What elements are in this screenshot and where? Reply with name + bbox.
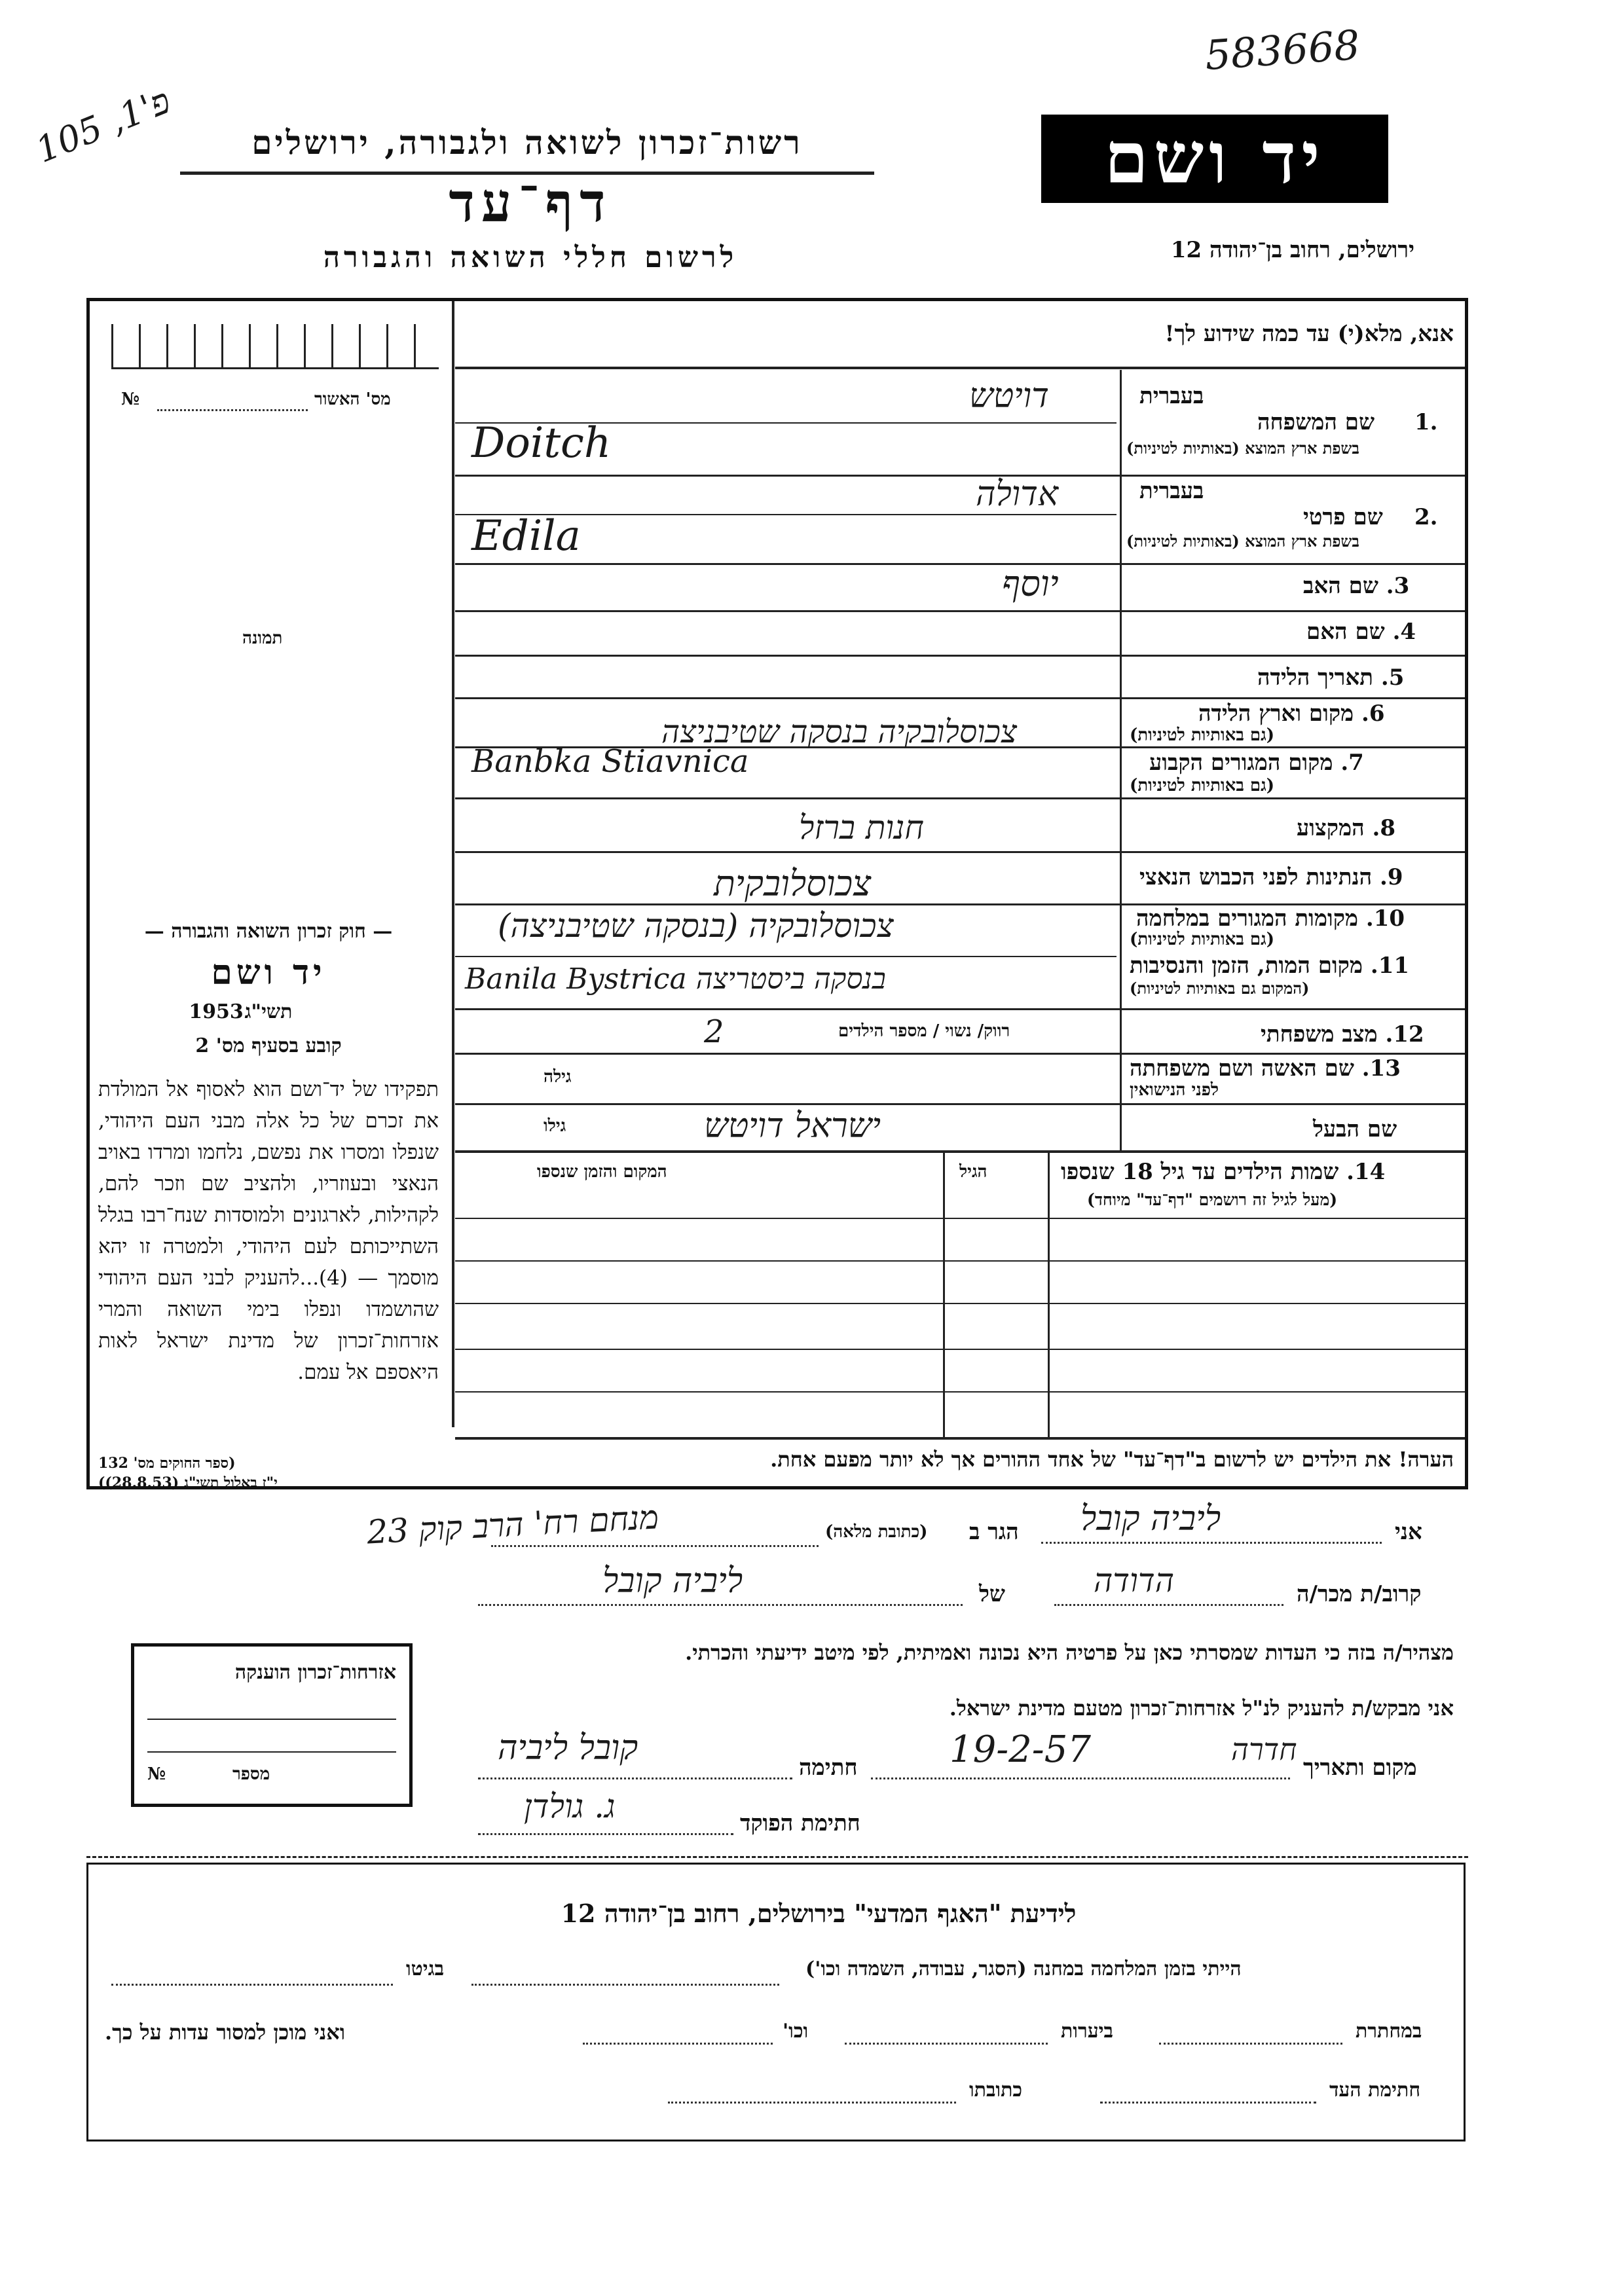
decl-statement: מצהיר/ה בזה כי העדות שמסרתי כאן על פרטיה היא נכונה ואמיתית, לפי מיטב ידיעתי והכרתי. [685, 1640, 1454, 1665]
decl-place: חדרה [1231, 1732, 1297, 1767]
decl-i: אני [1395, 1519, 1422, 1545]
footer-witness-signature: חתימת העד [1329, 2079, 1421, 2102]
footer-camp-label: הייתי בזמן המלחמה במחנה (הסגר, עבודה, השמדה וכו') [805, 1958, 1242, 1980]
law-reference: (ספר החוקים מס' 132 [98, 1455, 236, 1472]
children-note: הערה! את הילדים יש לרשום ב"דף־עד" של אחד ההורים אך לא יותר מפעם אחת. [770, 1447, 1454, 1472]
label-profession: 8. המקצוע [1297, 815, 1396, 841]
decl-full-address: (כתובת מלאה) [825, 1522, 928, 1542]
decl-relation: הדודה [1094, 1561, 1174, 1599]
decl-address: מנחם רח' הרב קוק 23 [365, 1498, 660, 1552]
label-surname: שם המשפחה [1257, 409, 1375, 435]
value-wartime-residence: צכוסלובקיה (בנסקה שטיבניצה) [498, 907, 894, 945]
decl-signature-label: חתימה [799, 1755, 858, 1781]
label-death-sub: (המקום גם באותיות לטיניות) [1130, 979, 1310, 998]
label-children-sub: (מעל לגיל זה רושמים "דף־עד" מיוחד) [1087, 1190, 1338, 1209]
label-wife-sub: לפני הנישואין [1130, 1080, 1219, 1100]
label-father: 3. שם האב [1303, 573, 1410, 599]
footer-underground: במחתרת [1356, 2020, 1422, 2043]
decl-declarant: ליביה קובל [1080, 1499, 1221, 1539]
label-age-wife: גילה [544, 1067, 572, 1087]
label-children: 14. שמות הילדים עד גיל 18 שנספו [1061, 1159, 1386, 1185]
value-husband: ישראל דויטש [704, 1106, 881, 1146]
footer-testimony: ואני מוכן למסור עדות על כך. [105, 2020, 346, 2045]
certificate-number-sign: № [147, 1764, 166, 1784]
cert-number-sign: № [121, 390, 140, 409]
decl-request: אני מבקש/ת להעניק לנ"ל אזרחות־זכרון מטעם מדינת ישראל. [949, 1696, 1454, 1721]
value-profession: חנות ברזל [799, 809, 925, 847]
decl-signature: קובל ליביה [498, 1728, 638, 1768]
label-marital: 12. מצב משפחתי [1261, 1021, 1424, 1048]
label-given-num: 2. [1414, 504, 1438, 530]
footer-etc: וכו' [783, 2020, 809, 2043]
header-address: ירושלים, רחוב בן־יהודה 12 [1170, 237, 1414, 263]
value-surname-he: דויטש [969, 376, 1050, 416]
col-age: הגיל [959, 1162, 987, 1182]
footer-ghetto-label: בגיטו [406, 1958, 445, 1980]
cert-number-label: מס' האשור [314, 390, 391, 409]
archive-number: 583668 [1203, 20, 1361, 80]
logo-text: יד ושם [1104, 117, 1325, 200]
law-reference-2: י"ז באלול תשי"ג (28.8.53)) [98, 1474, 278, 1491]
label-wartime-sub: (גם באותיות לטיניות) [1130, 930, 1275, 949]
label-given-sub: בשפת ארץ המוצא (באותיות לטיניות) [1126, 532, 1359, 551]
decl-resident: הגר ב [969, 1519, 1019, 1545]
label-age-husband: גילו [544, 1116, 566, 1136]
value-birthplace-latin: Banbka Stiavnica [471, 743, 749, 780]
law-text: תפקידו של יד־ושם הוא לאסוף אל המולדת את זכרם של כל אלה מבני העם היהודי, שנפלו ומסרו את נפשם, נלחמו ומרדו באויב הנאצי ובעוזריו, ולהציב שם וזכר להם, לקהילות, לארגונים ולמוסדות שנח־רבו בגלל השתייכותם לעם היהודי, ולמטרה זו יהא מוסמך — (4)...להעניק לבני העם היהודי שהושמדו ונפלו בימי השואה והמרי אזרחות־זכרון של מדינת ישראל לאות היאספם אל עמם. [98, 1078, 439, 1384]
value-birthplace-he: צכוסלובקיה בנסקה שטיבניצה [661, 714, 1017, 750]
label-residence-sub: (גם באותיות לטיניות) [1130, 776, 1275, 795]
label-mother: 4. שם האם [1306, 619, 1416, 645]
label-surname-sub: בשפת ארץ המוצא (באותיות לטיניות) [1126, 439, 1359, 458]
label-marital-options: רווק/ נשוי / מספר הילדים [838, 1021, 1010, 1041]
label-husband: שם הבעל [1313, 1116, 1397, 1142]
label-wife: 13. שם האשה ושם משפחתה [1130, 1055, 1401, 1082]
certificate-title: אזרחות־זכרון הוענקה [234, 1661, 396, 1684]
law-section: קובע בסעיף מס' 2 [195, 1034, 342, 1057]
decl-place-date-label: מקום ותאריך [1303, 1755, 1417, 1781]
label-birth-place: 6. מקום וארץ הלידה [1198, 701, 1385, 727]
label-birth-place-sub: (גם באותיות לטיניות) [1130, 725, 1275, 745]
footer-forests: ביערות [1061, 2020, 1114, 2043]
law-title: — חוק זכרון השואה והגבורה — [144, 920, 393, 943]
value-citizenship: צכוסלובקית [714, 863, 872, 904]
label-hebrew-1: בעברית [1139, 383, 1204, 409]
law-name: יד ושם [211, 953, 326, 993]
value-father: יוסף [1002, 563, 1059, 604]
label-wartime-residence: 10. מקומות המגורים במלחמה [1136, 905, 1405, 932]
decl-officer-signature: ג. גולדן [524, 1787, 616, 1825]
decl-date: 19-2-57 [950, 1728, 1091, 1771]
footer-address: כתובתו [969, 2079, 1023, 2102]
law-year-he: תשי"ג [244, 1000, 293, 1023]
certificate-box [131, 1643, 413, 1807]
label-death: 11. מקום המות, הזמן והנסיבות [1130, 953, 1410, 979]
label-given: שם פרטי [1303, 504, 1383, 530]
label-residence: 7. מקום המגורים הקבוע [1149, 750, 1364, 776]
value-given-he: אדולה [976, 475, 1059, 514]
label-citizenship: 9. הנתינות לפני הכבוש הנאצי [1139, 864, 1403, 890]
authority-title: רשות־זכרון לשואה ולגבורה, ירושלים [251, 123, 803, 162]
yad-vashem-logo [1041, 115, 1388, 203]
footer-title: לידיעת "האגף המדעי" בירושלים, רחוב בן־יהודה 12 [561, 1899, 1077, 1928]
label-hebrew-2: בעברית [1139, 478, 1204, 504]
sidebar-divider [452, 301, 454, 1427]
form-instruction: אנא, מלא(י) עד כמה שידוע לך! [1164, 321, 1454, 347]
value-surname-latin: Doitch [471, 419, 612, 467]
col-place: המקום והזמן שנספו [537, 1162, 667, 1182]
value-children-count: 2 [704, 1013, 724, 1050]
certificate-number-label: מספר [232, 1764, 270, 1784]
side-note: פ'1, 105 [30, 80, 176, 171]
cert-number-boxes [111, 324, 439, 370]
decl-officer-label: חתימת הפוקד [740, 1810, 860, 1836]
decl-of: של [979, 1581, 1005, 1607]
value-death-place: Banila Bystrica בנסקה ביסטריצה [465, 962, 886, 996]
decl-relative-label: קרוב/ת מכר/ה [1297, 1581, 1422, 1607]
law-year: 1953 [189, 1000, 244, 1023]
label-surname-num: 1. [1414, 409, 1438, 435]
form-subtitle: לרשום חללי השואה והגבורה [323, 241, 738, 274]
value-given-latin: Edila [471, 512, 581, 560]
label-birth-date: 5. תאריך הלידה [1257, 665, 1405, 691]
photo-placeholder: תמונה [242, 629, 283, 648]
form-title: דף־עד [449, 172, 612, 234]
decl-relation-of: ליביה קובל [602, 1561, 743, 1601]
